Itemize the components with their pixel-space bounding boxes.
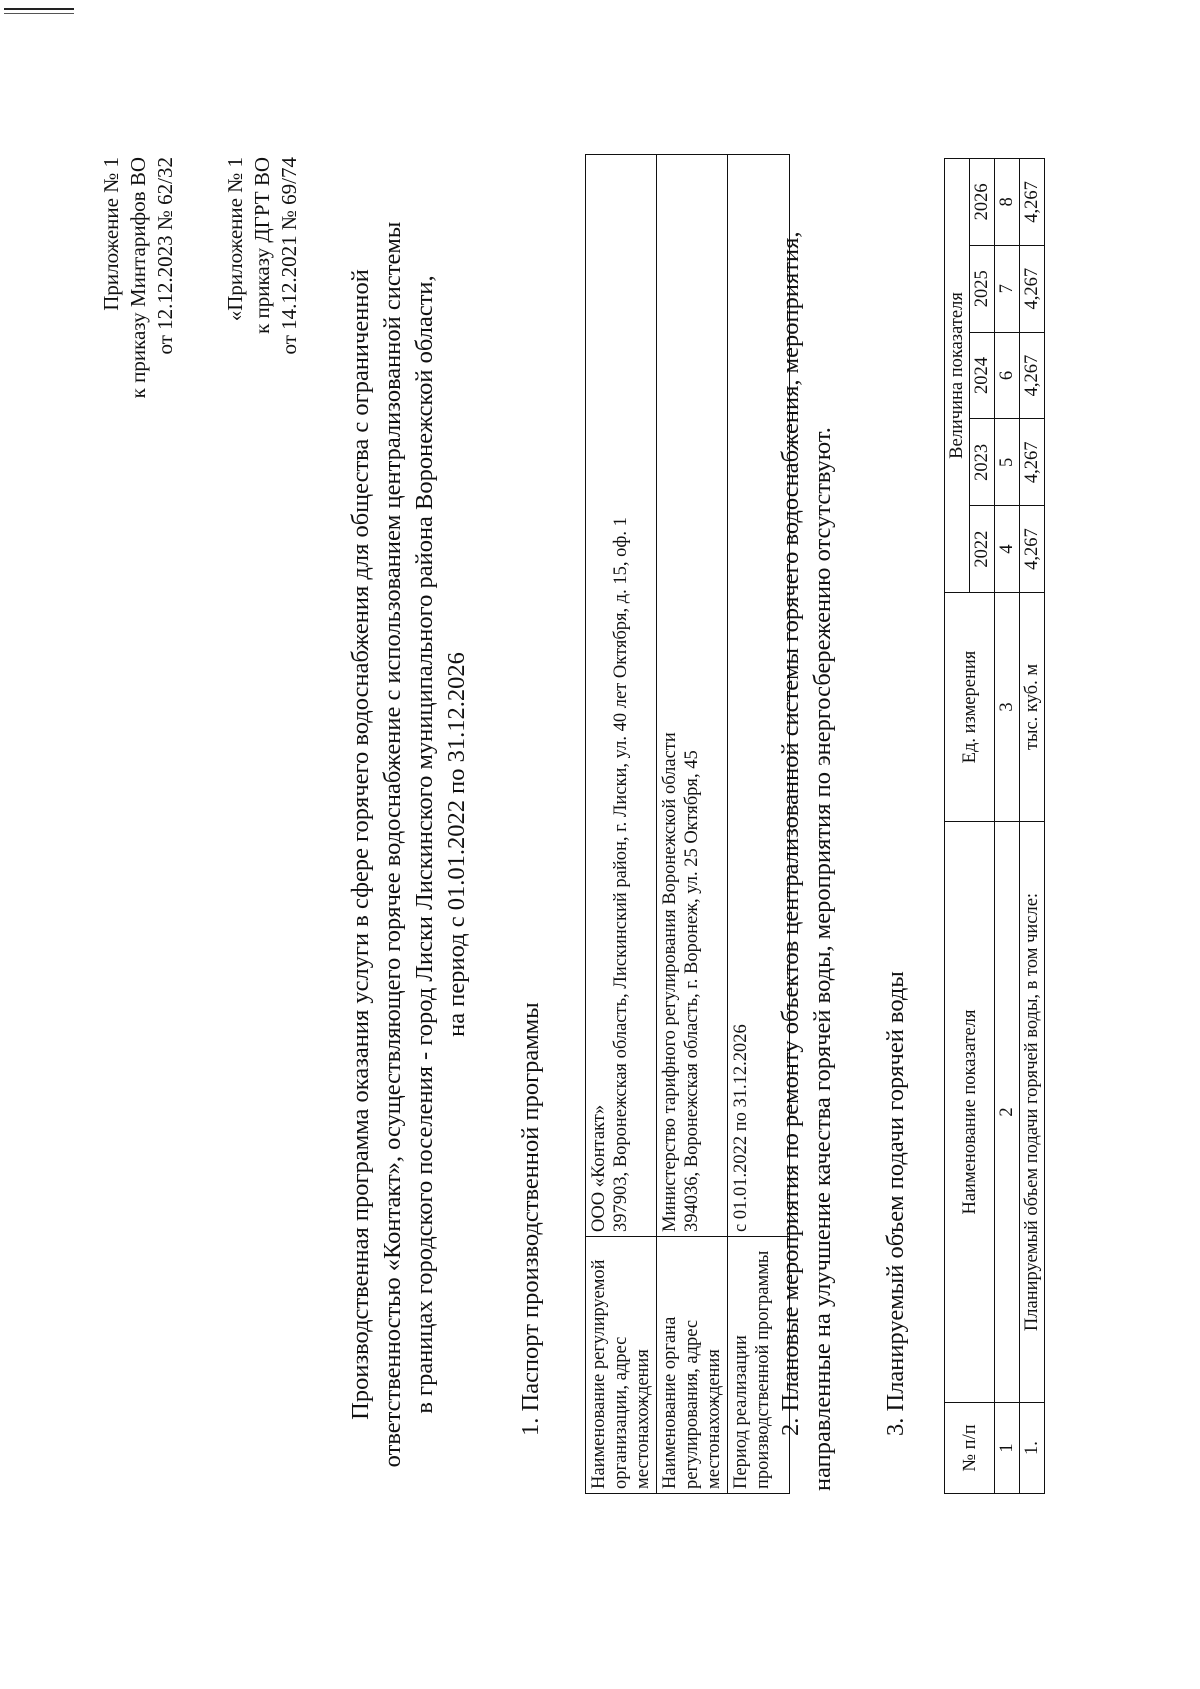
row-value: 4,267: [1020, 245, 1045, 332]
passport-label: Наименование органа регулирования, адрес местонахождения: [657, 1237, 728, 1494]
row-value: 4,267: [1020, 506, 1045, 593]
index-cell: 6: [995, 332, 1020, 419]
appendix-1-line2: к приказу Минтарифов ВО: [126, 157, 150, 399]
row-unit: тыс. куб. м: [1020, 593, 1045, 822]
row-name: Планируемый объем подачи горячей воды, в том числе:: [1020, 822, 1045, 1403]
passport-value: [657, 155, 728, 1237]
passport-table: [585, 154, 790, 1494]
passport-value-line2: 394036, Воронежская область, г. Воронеж, ул. 25 Октября, 45: [682, 750, 702, 1232]
appendix-1-line3: от 12.12.2023 № 62/32: [153, 157, 177, 355]
year-header: 2026: [970, 159, 995, 246]
appendix-2-line1: «Приложение № 1: [223, 157, 247, 322]
index-cell: 5: [995, 419, 1020, 506]
year-header: 2024: [970, 332, 995, 419]
index-cell: 7: [995, 245, 1020, 332]
row-value: 4,267: [1020, 159, 1045, 246]
appendix-2-line3: от 14.12.2021 № 69/74: [277, 157, 301, 355]
table-row: [1020, 159, 1045, 1494]
index-cell: 3: [995, 593, 1020, 822]
passport-value-line1: Министерство тарифного регулирования Воронежской области: [660, 732, 680, 1232]
col-unit-header: Ед. измерения: [945, 593, 995, 822]
appendix-2: [222, 157, 303, 677]
passport-label: Период реализации производственной программы: [728, 1237, 790, 1494]
index-cell: 1: [995, 1403, 1020, 1494]
appendix-1-line1: Приложение № 1: [99, 157, 123, 311]
title-line3: в границах городского поселения - город Лиски Лискинского муниципального района Воронежской области,: [411, 275, 438, 1414]
col-num-header: № п/п: [945, 1403, 995, 1494]
passport-value: [586, 155, 657, 1237]
indicators-table: [944, 158, 1045, 1494]
section2-heading: 2. Плановые мероприятия по ремонту объектов централизованной системы горячего водоснабжения, мероприятия, направленные на улучшение качества горячей воды, мероприятия по энергосбережению отсутствуют.: [777, 231, 836, 1491]
passport-value-line2: 397903, Воронежская область, Лискинский район, г. Лиски, ул. 40 лет Октября, д. 15, оф. 1: [611, 517, 631, 1232]
index-cell: 2: [995, 822, 1020, 1403]
title-line4: на период с 01.01.2022 по 31.12.2026: [443, 652, 470, 1037]
col-name-header: Наименование показателя: [945, 822, 995, 1403]
header-row: [945, 159, 970, 1494]
index-row: [995, 159, 1020, 1494]
row-value: 4,267: [1020, 419, 1045, 506]
index-cell: 8: [995, 159, 1020, 246]
index-cell: 4: [995, 506, 1020, 593]
col-value-group-header: Величина показателя: [945, 159, 970, 593]
passport-row: [657, 155, 728, 1494]
year-header: 2023: [970, 419, 995, 506]
title-line1: Производственная программа оказания услуги в сфере горячего водоснабжения для общества с ограниченной: [347, 269, 374, 1420]
passport-row: [586, 155, 657, 1494]
passport-label: Наименование регулируемой организации, адрес местонахождения: [586, 1237, 657, 1494]
appendix-2-line2: к приказу ДГРТ ВО: [250, 157, 274, 334]
appendix-1: [98, 157, 179, 677]
section1-heading: 1. Паспорт производственной программы: [517, 1002, 544, 1436]
passport-value-line1: ООО «Контакт»: [589, 1104, 609, 1232]
year-header: 2025: [970, 245, 995, 332]
row-value: 4,267: [1020, 332, 1045, 419]
title-line2: ответственностью «Контакт», осуществляющего горячее водоснабжение с использованием централизованной системы: [379, 221, 406, 1468]
document-title: [345, 0, 473, 1689]
row-num: 1.: [1020, 1403, 1045, 1494]
passport-value-line1: с 01.01.2022 по 31.12.2026: [731, 1024, 751, 1232]
section3-heading: 3. Планируемый объем подачи горячей воды: [882, 971, 909, 1436]
year-header: 2022: [970, 506, 995, 593]
